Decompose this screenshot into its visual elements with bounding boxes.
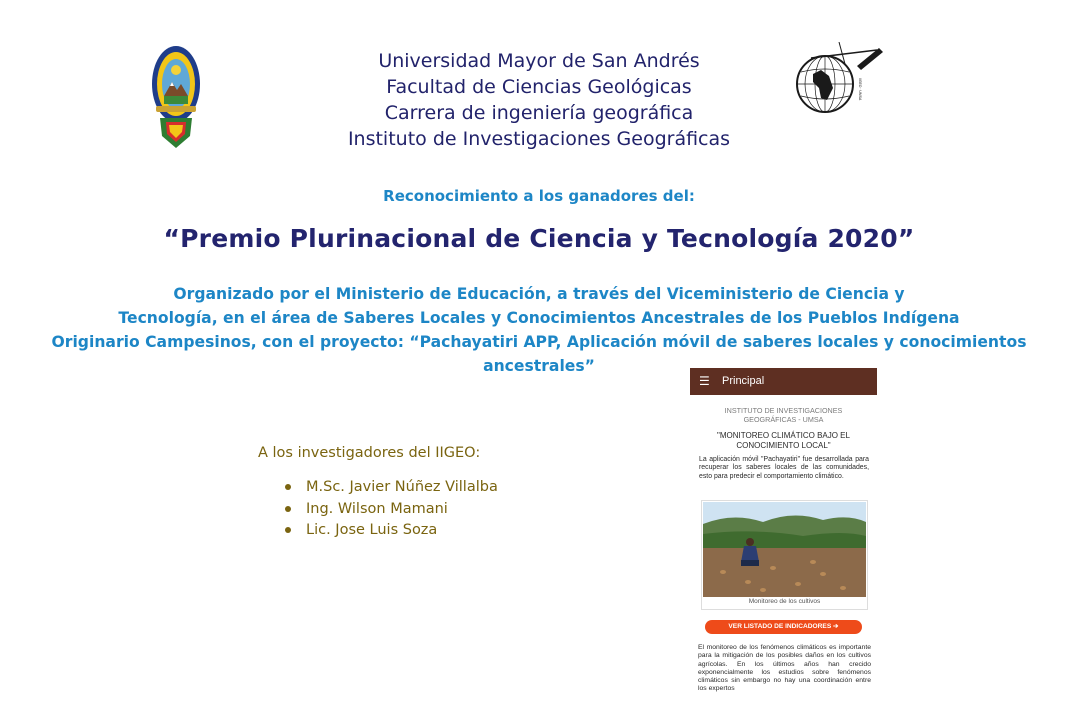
header-line: Instituto de Investigaciones Geográficas bbox=[347, 128, 731, 150]
award-title: “Premio Plurinacional de Ciencia y Tecnología 2020” bbox=[163, 224, 915, 253]
organization-paragraph bbox=[0, 282, 1078, 378]
app-screenshot bbox=[690, 368, 877, 711]
view-indicators-button[interactable]: VER LISTADO DE INDICADORES ➔ bbox=[705, 620, 862, 634]
photo-caption: Monitoreo de los cultivos bbox=[748, 598, 821, 605]
app-institute-line: INSTITUTO DE INVESTIGACIONES bbox=[724, 406, 843, 415]
organization-line: Tecnología, en el área de Saberes Locales y Conocimientos Ancestrales de los Pueblos Indígena bbox=[118, 309, 960, 327]
app-photo-card bbox=[701, 500, 868, 610]
researcher-item: Ing. Wilson Mamani bbox=[286, 500, 498, 522]
researcher-item: M.Sc. Javier Núñez Villalba bbox=[286, 478, 498, 500]
svg-text:IIGEO · UMSA: IIGEO · UMSA bbox=[858, 78, 862, 101]
app-institute-line: GEOGRÁFICAS - UMSA bbox=[743, 415, 824, 424]
app-body-text: El monitoreo de los fenómenos climáticos es importante para la mitigación de los posibles daños en los cultivos agrícolas. En los últimos años han crecido exponencialmente los estudios sobre fenómenos climáticos sin embargo no hay una coordinación entre los expertos bbox=[698, 644, 871, 693]
header-line: Facultad de Ciencias Geológicas bbox=[386, 76, 692, 98]
farmer-field-photo bbox=[703, 502, 866, 597]
app-heading-line: CONOCIMIENTO LOCAL" bbox=[736, 441, 831, 450]
header-institution-lines bbox=[0, 48, 1078, 152]
organization-line: Organizado por el Ministerio de Educación, a través del Viceministerio de Ciencia y bbox=[173, 285, 905, 303]
app-heading-line: "MONITOREO CLIMÁTICO BAJO EL bbox=[717, 431, 850, 440]
organization-line: ancestrales” bbox=[483, 357, 595, 375]
app-institute bbox=[690, 406, 877, 424]
header-line: Universidad Mayor de San Andrés bbox=[378, 50, 700, 72]
researcher-item: Lic. Jose Luis Soza bbox=[286, 521, 498, 543]
researchers-intro: A los investigadores del IIGEO: bbox=[258, 445, 481, 461]
app-description: La aplicación móvil "Pachayatiri" fue desarrollada para recuperar los saberes locales de las comunidades, esto para predecir el comportamiento climático. bbox=[699, 456, 869, 480]
researchers-list bbox=[286, 478, 498, 543]
recognition-heading: Reconocimiento a los ganadores del: bbox=[383, 187, 695, 205]
app-heading bbox=[690, 431, 877, 451]
header-line: Carrera de ingeniería geográfica bbox=[384, 102, 694, 124]
organization-line: Originario Campesinos, con el proyecto: “Pachayatiri APP, Aplicación móvil de saberes locales y conocimientos bbox=[51, 333, 1027, 351]
app-bar-title: Principal bbox=[722, 375, 765, 387]
app-bar bbox=[690, 368, 877, 395]
hamburger-menu-icon[interactable]: ☰ bbox=[699, 374, 710, 388]
